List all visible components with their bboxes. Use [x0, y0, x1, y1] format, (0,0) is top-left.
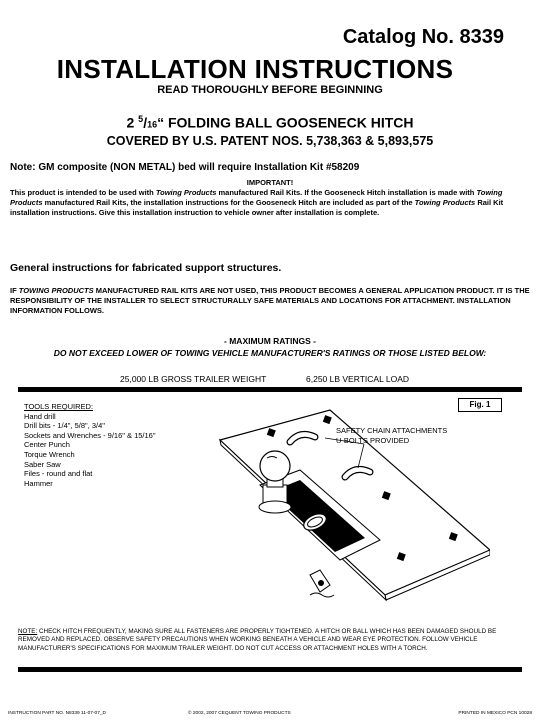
footer-part-number: INSTRUCTION PART NO. N8339 11-07-07_D — [8, 711, 107, 716]
caution-note — [18, 628, 522, 653]
callout-line: SAFETY CHAIN ATTACHMENTS — [336, 426, 448, 435]
important-heading: IMPORTANT! — [246, 178, 294, 187]
caution-label: NOTE: — [18, 628, 38, 635]
ball-base — [259, 501, 291, 513]
page-subtitle: READ THOROUGHLY BEFORE BEGINNING — [157, 84, 383, 96]
catalog-number: Catalog No. 8339 — [342, 26, 504, 48]
page-title: INSTALLATION INSTRUCTIONS — [56, 54, 454, 84]
tool-item: Saber Saw — [24, 459, 61, 469]
safety-chain-callout — [336, 426, 447, 446]
tool-item: Drill bits - 1/4", 5/8", 3/4" — [24, 421, 105, 431]
callout-line: U-BOLTS PROVIDED — [336, 436, 410, 445]
patent-line: COVERED BY U.S. PATENT NOS. 5,738,363 & 5,893,575 — [106, 134, 434, 148]
figure-label: Fig. 1 — [458, 398, 502, 412]
vertical-load: 6,250 LB VERTICAL LOAD — [306, 374, 409, 384]
important-paragraph — [10, 188, 530, 218]
fabricated-support-note: IF TOWING PRODUCTS MANUFACTURED RAIL KITS ARE NOT USED, THIS PRODUCT BECOMES A GENERAL APPLICATION PRODUCT. IT IS THE RESPONSIBILITY OF THE INSTALLER TO SELECT STRUCTURALLY SAFE MATERIALS AND LOCATIONS FOR ATTACHMENT. INSTALLATION INFORMATION FOLLOWS. — [10, 286, 530, 315]
gm-composite-note: Note: GM composite (NON METAL) bed will require Installation Kit #58209 — [10, 162, 360, 173]
footer-printed: PRINTED IN MEXICO PCN 10028 — [458, 711, 532, 716]
max-ratings-heading: - MAXIMUM RATINGS - — [224, 336, 316, 346]
top-divider — [18, 387, 522, 392]
gross-trailer-weight: 25,000 LB GROSS TRAILER WEIGHT — [120, 374, 267, 384]
hitch-ball — [260, 451, 290, 481]
product-name: 2 $^5$/16“ FOLDING BALL GOOSENECK HITCH — [126, 114, 414, 131]
important-body: This product is intended to be used with Towing Products manufactured Rail Kits. If the Gooseneck Hitch installation is made with Towing Products manufactured Rail Kits, the installation instructions for the Gooseneck Hitch are included as part of the Towing Products Rail Kit installation instructions. Give this installation instruction to vehicle owner after installation is complete. — [10, 188, 504, 217]
tool-item: Torque Wrench — [24, 449, 75, 459]
tool-item: Hammer — [24, 478, 53, 488]
spring-icon — [310, 593, 334, 597]
tool-item: Files - round and flat — [24, 469, 93, 479]
tool-item: Sockets and Wrenches - 9/16" & 15/16" — [24, 430, 156, 440]
tool-item: Center Punch — [24, 440, 70, 450]
footer-copyright: © 2002, 2007 CEQUENT TOWING PRODUCTS — [188, 711, 291, 716]
tools-required-list — [24, 402, 156, 488]
tool-item: Hand drill — [24, 411, 56, 421]
general-instructions-heading: General instructions for fabricated support structures. — [10, 262, 282, 274]
max-ratings-warning: DO NOT EXCEED LOWER OF TOWING VEHICLE MANUFACTURER'S RATINGS OR THOSE LISTED BELOW: — [53, 348, 487, 358]
bottom-divider — [18, 667, 522, 672]
tools-heading: TOOLS REQUIRED: — [24, 402, 94, 411]
caution-text: CHECK HITCH FREQUENTLY, MAKING SURE ALL FASTENERS ARE PROPERLY TIGHTENED. A HITCH OR BALL WHICH HAS BEEN DAMAGED SHOULD BE REMOVED AND REPLACED. OBSERVE SAFETY PRECAUTIONS WHEN WORKING BENEATH A VEHICLE AND WEAR EYE PROTECTION. FOLLOW VEHICLE MANUFACTURER'S SPECIFICATIONS FOR MAXIMUM TRAILER WEIGHT. DO NOT CUT ACCESS OR ATTACHMENT HOLES WITH A TORCH. — [18, 628, 497, 652]
